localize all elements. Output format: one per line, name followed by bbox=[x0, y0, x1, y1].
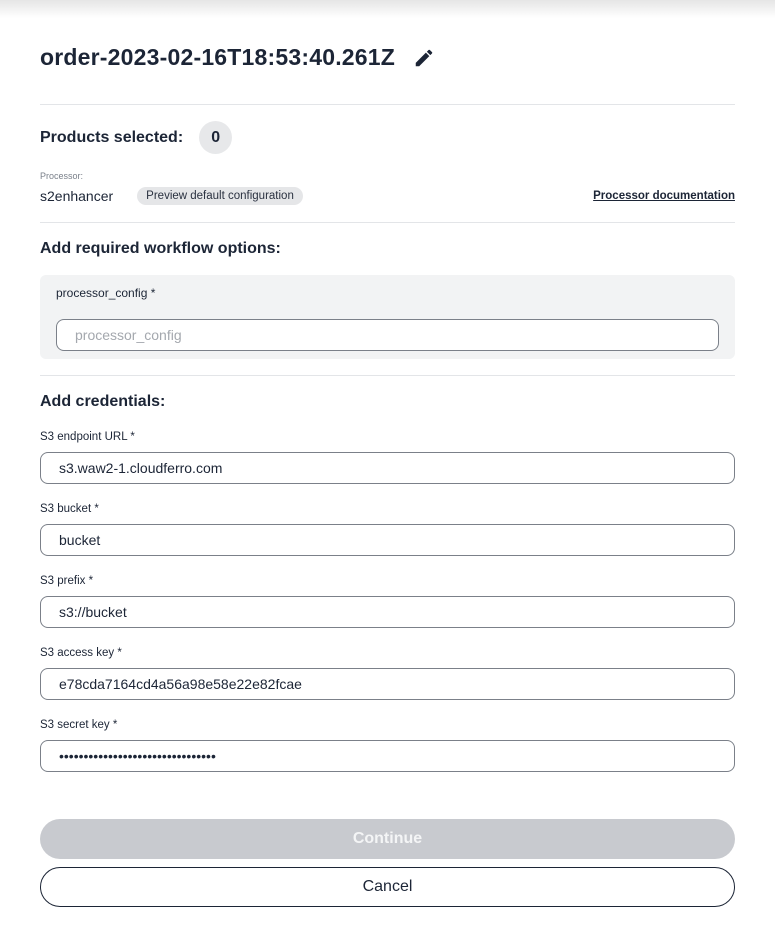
order-title: order-2023-02-16T18:53:40.261Z bbox=[40, 44, 396, 70]
processor-name: s2enhancer bbox=[40, 188, 114, 204]
credentials-title: Add credentials: bbox=[40, 393, 166, 410]
s3-access-key-label: S3 access key * bbox=[40, 647, 122, 659]
s3-endpoint-input[interactable] bbox=[40, 452, 735, 484]
workflow-options-title: Add required workflow options: bbox=[40, 240, 281, 257]
edit-pencil-icon[interactable] bbox=[413, 47, 435, 69]
processor-row bbox=[40, 185, 735, 207]
workflow-options-box bbox=[40, 275, 735, 359]
top-shadow bbox=[0, 0, 775, 18]
s3-access-key-input[interactable] bbox=[40, 668, 735, 700]
processor-config-label: processor_config * bbox=[56, 286, 156, 300]
title-row bbox=[40, 44, 435, 71]
continue-button[interactable]: Continue bbox=[40, 819, 735, 859]
products-count-badge: 0 bbox=[199, 121, 232, 154]
s3-bucket-label: S3 bucket * bbox=[40, 503, 99, 515]
s3-bucket-input[interactable] bbox=[40, 524, 735, 556]
s3-secret-key-label: S3 secret key * bbox=[40, 719, 118, 731]
s3-prefix-input[interactable] bbox=[40, 596, 735, 628]
s3-prefix-label: S3 prefix * bbox=[40, 575, 94, 587]
processor-label: Processor: bbox=[40, 171, 84, 181]
preview-default-config-button[interactable]: Preview default configuration bbox=[137, 187, 303, 205]
products-selected-label: Products selected: bbox=[40, 128, 184, 146]
divider-top bbox=[40, 104, 735, 105]
divider-processor bbox=[40, 222, 735, 223]
s3-secret-key-input[interactable] bbox=[40, 740, 735, 772]
processor-documentation-link[interactable]: Processor documentation bbox=[593, 190, 735, 202]
products-selected-row bbox=[40, 121, 232, 154]
cancel-button[interactable]: Cancel bbox=[40, 867, 735, 907]
processor-config-input[interactable] bbox=[56, 319, 719, 351]
divider-workflow bbox=[40, 375, 735, 376]
s3-endpoint-label: S3 endpoint URL * bbox=[40, 431, 135, 443]
